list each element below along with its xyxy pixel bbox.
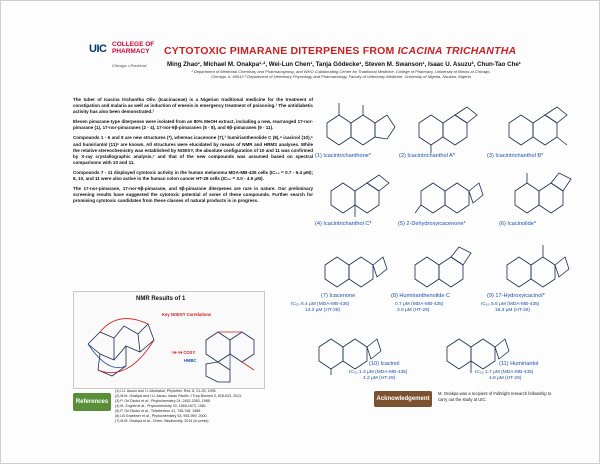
affiliation-line1: ¹ Department of Medicinal Chemistry and Pharmacognosy, and WHO Collaborating Center for Traditional Medicine, College of Pharmacy, University of Illinois at Chicago, xyxy=(191,69,491,74)
uic-logo xyxy=(89,41,157,75)
ic50-10-mda: IC₅₀ 1.3 μM (MDA-MB-435) xyxy=(349,370,408,375)
reference-item: (2) M.M. Onakpa and I.U. Asuzu, Asian Pacific J Trop Biomed 3, 628-633, 2013. xyxy=(115,394,243,398)
logo-college-text xyxy=(112,42,154,55)
compound-label-8: (8) Humirianthenolide C xyxy=(391,293,451,299)
acknowledgement-badge: Acknowledgement xyxy=(374,391,432,407)
references-badge: References xyxy=(73,393,111,411)
affiliation-line2: Chicago, IL 60612 ² Department of Veterinary Physiology and Pharmacology, Faculty of Veterinary Medicine, University of Nigeria, Nsukka, Nigeria xyxy=(211,74,471,79)
abstract-p3: Compounds 1 - 6 and 9 are new structures (*), whereas icacenone (7),³ humirianthenolide C (8),⁴ icacinol (10),⁵ and humiriantol (11)⁶ are known. All structures were elucidated by means of NMR and HRMS analyses. While the relative stereochemistry was established by NOESY, the absolute configuration of 10 and 11 was confirmed by X-ray crystallographic analysis,⁷ and that of the new compounds was assumed based on spectral comparisons with 10 and 11. xyxy=(73,135,313,165)
ic50-11 xyxy=(475,370,533,382)
ic50-11-ht29: 4.9 μM (HT-29) xyxy=(489,376,522,381)
abstract-p5: The 17-nor-pimarane, 17-nor-9β-pimarane, and 9β-pimarane diterpenes are rare in nature. Our preliminary screening results have suggested the cytotoxic potential of some of these compounds. Further search for promising cytotoxic candidates from these classes of natural products is in progress. xyxy=(73,186,313,204)
compound-label-7: (7) Icacenone xyxy=(321,293,356,299)
compound-label-3: (3) Icacintrichanthol B* xyxy=(487,153,544,159)
compound-label-4: (4) Icacintrichanthol C* xyxy=(315,221,372,227)
reference-item: (4) M. Zoghbi et al., Phytochemistry 20, 1669-1673, 1981. xyxy=(115,404,207,408)
authors: Ming Zhao¹, Michael M. Onakpa¹·², Wei-Lun Chen¹, Tanja Gödecke¹, Steven M. Swanson¹, Isaac U. Asuzu², Chun-Tao Che¹ xyxy=(167,61,521,68)
compound-label-1: (1) Icacintrichanthone* xyxy=(315,153,371,159)
ic50-7 xyxy=(291,302,349,314)
logo-college-line1: COLLEGE OF xyxy=(112,41,155,48)
poster-title xyxy=(164,45,516,57)
compound-label-10: (10) Icacinol xyxy=(369,361,400,367)
ic50-9 xyxy=(481,302,539,314)
reference-item: (5) P. On'Okoko et al., Tetrahedron 41, 745-748, 1985. xyxy=(115,409,202,413)
ic50-11-mda: IC₅₀ 1.7 μM (MDA-MB-435) xyxy=(475,370,534,375)
reference-item: (1) I.U. Asuzu and I.I. Abubakar, Phytother. Res. 8, 21-25, 1995. xyxy=(115,389,217,393)
logo-uic-text: UIC xyxy=(89,43,107,55)
structure-6 xyxy=(509,163,577,221)
compound-label-11: (11) Humiriantol xyxy=(499,361,539,367)
title-species: ICACINA TRICHANTHA xyxy=(397,45,517,57)
reference-item: (3) P. On'Okoko et al., Phytochemistry 24, 2452-2453, 1985. xyxy=(115,399,211,403)
structure-2 xyxy=(413,93,483,153)
ic50-8-mda: 0.7 μM (MDA-MB-435) xyxy=(395,302,444,307)
structure-8 xyxy=(409,237,479,293)
nmr-cosy-label: ¹H-¹H COSY xyxy=(172,350,196,355)
structure-3 xyxy=(503,93,573,153)
structure-7 xyxy=(319,237,389,293)
reference-item: (6) LB Graebner et al., Phytochemistry 53, 955-959, 2000. xyxy=(115,414,208,418)
compound-label-5: (5) 2-Dehydroxyicacenone* xyxy=(398,221,466,227)
nmr-title: NMR Results of 1 xyxy=(136,296,186,302)
ic50-10 xyxy=(349,370,407,382)
abstract-p1: The tuber of Icacina trichantha Oliv. (Icacinaceae) is a Nigerian traditional medicine for the treatment of constipation and malaria as well as induction of emesis in emergency treatment of poisoning.¹ The antidiabetic activity has also been demonstrated.² xyxy=(73,97,313,115)
ic50-7-ht29: 13.3 μM (HT-29) xyxy=(305,308,341,313)
reference-item: (7) M.M. Onakpa et al., Chem. Biodiversity, 2014 (in press). xyxy=(115,419,210,423)
structure-9 xyxy=(501,237,571,293)
ic50-7-mda: IC₅₀ 6.4 μM (MDA-MB-435) xyxy=(291,302,350,307)
nmr-noesy-label: Key NOESY Correlations xyxy=(162,312,212,317)
references-list xyxy=(115,389,311,424)
structure-4 xyxy=(325,163,395,221)
compound-label-9: (9) 17-Hydroxyicacinol* xyxy=(487,293,545,299)
affiliations xyxy=(151,69,531,79)
abstract-p4: Compounds 7 - 11 displayed cytotoxic activity in the human melanoma MDA-MB-435 cells (IC₅₀ = 0.7 - 6.4 μM); 8, 10, and 11 were also active in the human colon cancer HT-29 cells (IC₅₀ = 3.0 - 4.9 μM). xyxy=(73,169,313,182)
ic50-8-ht29: 3.0 μM (HT-29) xyxy=(397,308,430,313)
nmr-hmbc-label: HMBC xyxy=(184,358,197,363)
compound-label-2: (2) Icacintrichanthol A* xyxy=(399,153,455,159)
ic50-8 xyxy=(395,302,443,314)
nmr-structure-2d xyxy=(196,310,260,384)
ic50-9-ht29: 18.3 μM (HT-29) xyxy=(495,308,531,313)
title-prefix: CYTOTOXIC PIMARANE DITERPENES FROM xyxy=(164,45,398,57)
ic50-9-mda: IC₅₀ 5.6 μM (MDA-MB-435) xyxy=(481,302,540,307)
acknowledgement-text: M. Onakpa was a recipient of Fulbright research fellowship to carry out the study at UIC. xyxy=(438,391,552,402)
ic50-10-ht29: 4.2 μM (HT-29) xyxy=(363,376,396,381)
logo-college-line2: PHARMACY xyxy=(112,47,150,55)
structure-1 xyxy=(319,93,399,153)
logo-city-text: Chicago • Rockford xyxy=(112,63,147,68)
nmr-structure-3d xyxy=(78,304,162,384)
structure-5 xyxy=(415,163,485,221)
abstract xyxy=(73,97,313,208)
nmr-panel xyxy=(73,291,265,389)
compound-label-6: (6) Icacinolide* xyxy=(499,221,536,227)
abstract-p2: Eleven pimarane-type diterpenes were isolated from an 80% MeOH extract, including a new, rearranged 17-nor-pimarane (1), 17-nor-pimaranes (2 - 4), 17-nor-9β-pimaranes (5 - 8), and 9β-pimaranes (9 - 11). xyxy=(73,119,313,131)
